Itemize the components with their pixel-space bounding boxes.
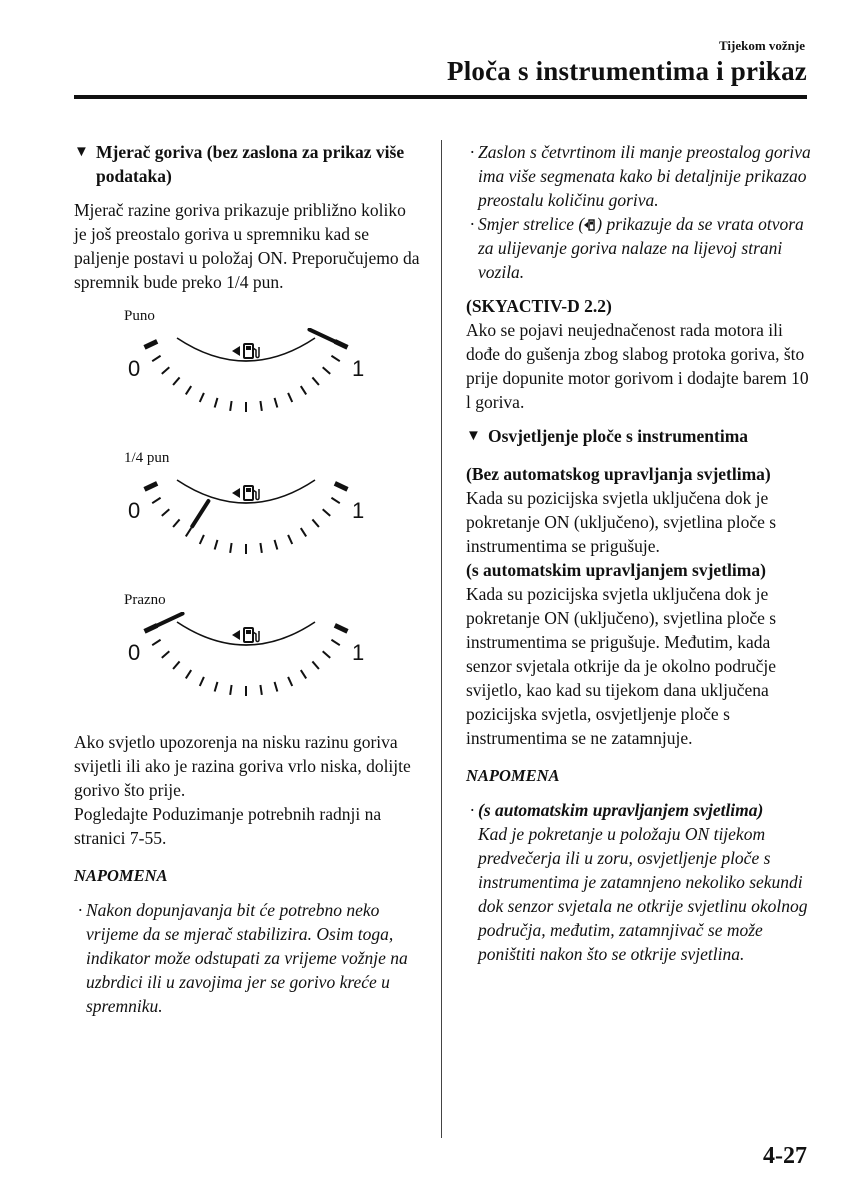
subheading-no-auto: (Bez automatskog upravljanja svjetlima) [466,464,771,484]
gauge-label: Puno [124,308,155,324]
gauge-tick [230,543,231,553]
gauge-tick [260,401,261,411]
gauge-tick [173,519,180,527]
gauge-tick [144,341,157,347]
fuel-pump-icon [584,218,596,232]
gauge-zero-label: 0 [128,498,141,523]
section-heading-text: Mjerač goriva (bez zaslona za prikaz više podataka) [96,142,405,186]
gauge-tick [215,540,218,550]
gauge-tick [186,670,191,678]
gauge-figure [74,304,420,438]
gauge-tick [323,509,331,516]
gauge-tick [144,483,157,489]
paragraph-auto: Kada su pozicijska svjetla uključena dok je pokretanje ON (uključeno), svjetlina ploče s instrumentima se prigušuje. Međutim, kada senzor svjetala otkrije da je okolno područje svijetlo, kao kad su tijekom dana uključena pozicijska svjetla, osvjetljenje ploče s instrumentima se ne zatamnjuje. [466,584,777,748]
gauge-figure [74,446,420,580]
gauge-tick [162,651,170,658]
gauge-tick [152,640,160,645]
paragraph-no-auto: Kada su pozicijska svjetla uključena dok je pokretanje ON (uključeno), svjetlina ploče s instrumentima se prigušuje. [466,488,777,556]
gauge-tick [312,519,319,527]
bullet-text: Zaslon s četvrtinom ili manje preostalog goriva ima više segmenata kako bi detaljnije prikazao preostalu količinu goriva. [478,142,811,210]
bullet-dot: · [469,142,475,162]
gauge-tick [173,661,180,669]
list-item [466,140,811,212]
section-heading-illumination [466,424,811,448]
note-title: NAPOMENA [74,866,168,885]
gauge-tick [230,401,231,411]
fuel-gauge-full [122,328,370,438]
fuel-pump-icon [232,344,259,358]
gauge-tick [162,509,170,516]
gauge-tick [152,356,160,361]
gauge-label: 1/4 pun [124,450,170,466]
page-number: 4-27 [763,1143,807,1169]
note-title: NAPOMENA [466,766,560,785]
gauge-tick [275,540,278,550]
gauge-tick [331,640,339,645]
list-item [466,212,811,284]
gauge-tick [331,356,339,361]
gauge-ticks [144,483,347,554]
gauge-needle [155,614,182,627]
fuel-pump-icon [232,628,259,642]
gauge-zero-label: 0 [128,356,141,381]
column-divider [441,140,442,1138]
bullet-dot: · [469,214,475,234]
gauge-one-label: 1 [352,640,365,665]
gauge-tick [288,535,292,544]
gauge-tick [301,386,306,394]
gauge-tick [152,498,160,503]
gauge-tick [323,367,331,374]
gauge-one-label: 1 [352,498,365,523]
bullet-text-part: Smjer strelice ( [478,214,585,234]
down-triangle-icon: ▼ [74,144,89,160]
right-column [466,140,811,966]
gauge-tick [335,483,348,489]
gauge-tick [312,377,319,385]
note-subheading: (s automatskim upravljanjem svjetlima) [478,800,764,820]
bullet-dot: · [77,900,83,920]
fuel-gauge-empty [122,612,370,722]
down-triangle-icon: ▼ [466,428,481,444]
gauge-tick [260,543,261,553]
left-column [74,140,420,1018]
note-bullet-text: Nakon dopunjavanja bit će potrebno neko vrijeme da se mjerač stabilizira. Osim toga, indikator može odstupati za vrijeme vožnje na uzbrdici ili u zavojima jer se gorivo kreće u spremniku. [86,900,408,1016]
gauge-tick [186,386,191,394]
gauge-tick [200,677,204,686]
note-bullet [74,898,420,1018]
skyactiv-paragraph: Ako se pojavi neujednačenost rada motora ili dođe do gušenja zbog slabog protoka goriva, što prije dopunite motor gorivom i dodajte barem 10 l goriva. [466,320,809,412]
gauge-tick [288,393,292,402]
gauge-tick [186,528,191,536]
gauge-one-label: 1 [352,356,365,381]
section-heading-fuel-gauge [74,140,420,188]
gauge-tick [215,682,218,692]
gauge-tick [200,535,204,544]
gauge-tick [173,377,180,385]
gauge-needle [192,501,208,526]
gauge-tick [323,651,331,658]
gauge-tick [301,528,306,536]
subheading-skyactiv: (SKYACTIV-D 2.2) [466,296,612,316]
page-title: Ploča s instrumentima i prikaz [447,56,807,86]
gauge-ticks [144,341,347,412]
gauge-tick [331,498,339,503]
fuel-gauge-quarter [122,470,370,580]
gauge-figure [74,588,420,722]
note-text: Kad je pokretanje u položaju ON tijekom predvečerja ili u zoru, osvjetljenje ploče s instrumentima je zatamnjeno nekoliko sekundi dok senzor svjetala ne otkrije svjetlinu okolnog područja, međutim, zatamnjivač se može poništiti nakon što se otkrije svjetlina. [478,824,808,964]
gauge-label: Prazno [124,592,166,608]
gauge-ticks [144,625,347,696]
gauge-tick [335,625,348,631]
warning-paragraph: Ako svjetlo upozorenja na nisku razinu goriva svijetli ili ako je razina goriva vrlo niska, dolijte gorivo što prije. [74,732,411,800]
gauge-tick [260,685,261,695]
header-rule [74,95,807,99]
fuel-pump-icon [232,486,259,500]
note-bullet-body [478,798,811,966]
bullet-dot: · [469,800,475,820]
intro-paragraph: Mjerač razine goriva prikazuje približno koliko je još preostalo goriva u spremniku kad se paljenje postavi u položaj ON. Preporučujemo da spremnik bude preko 1/4 pun. [74,200,420,292]
gauge-zero-label: 0 [128,640,141,665]
bullet-text-part: ) prikazuje da se vrata otvora za ulijevanje goriva nalaze na lijevoj strani vozila. [478,214,804,282]
chapter-label: Tijekom vožnje [718,38,805,53]
gauge-tick [215,398,218,408]
note-bullet [466,798,811,966]
gauge-tick [162,367,170,374]
reference-paragraph: Pogledajte Poduzimanje potrebnih radnji na stranici 7-55. [74,804,382,848]
section-heading-text: Osvjetljenje ploče s instrumentima [488,426,749,446]
gauge-tick [230,685,231,695]
subheading-auto: (s automatskim upravljanjem svjetlima) [466,560,766,580]
gauge-tick [275,398,278,408]
gauge-tick [200,393,204,402]
gauge-tick [312,661,319,669]
gauge-tick [288,677,292,686]
gauge-tick [275,682,278,692]
gauge-tick [301,670,306,678]
bullet-text [478,212,811,284]
gauge-needle [309,330,336,343]
